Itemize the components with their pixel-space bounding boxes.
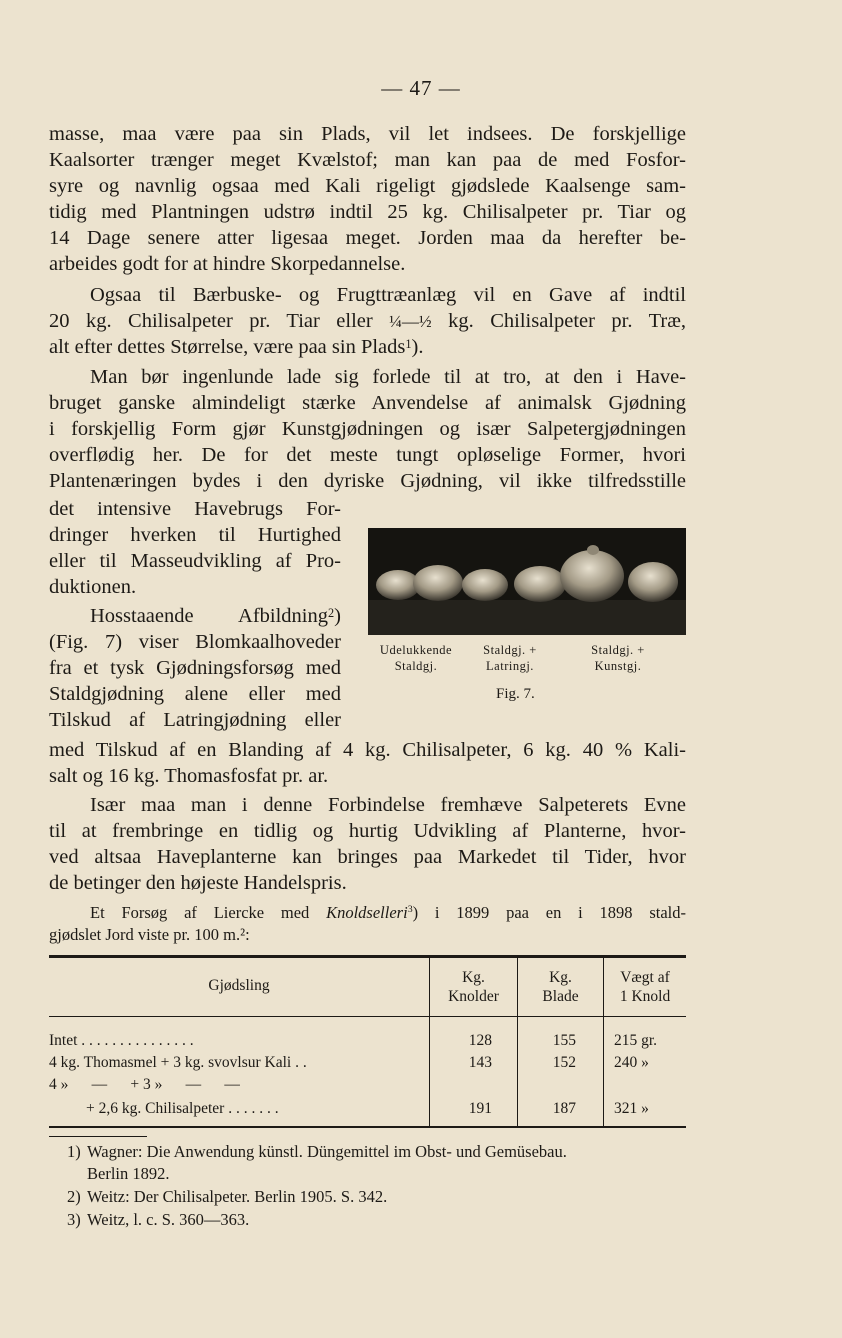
- text-line: til at frembringe en tidlig og hurtig Udvikling af Planterne, hvor-: [49, 820, 686, 842]
- text-line: syre og navnlig ogsaa med Kali rigeligt gjødslede Kaalsenge sam-: [49, 175, 686, 197]
- page-number: — 47 —: [381, 76, 461, 100]
- text-line: i forskjellig Form gjør Kunstgjødningen og især Salpetergjødningen: [49, 418, 686, 440]
- text-line: overflødig her. De for det meste tungt opløselige Former, hvori: [49, 444, 686, 466]
- table-rule-top: [49, 955, 686, 958]
- text-line: dringer hverken til Hurtighed: [49, 524, 341, 546]
- footnote-divider: [49, 1136, 147, 1137]
- figure-caption: Staldgj. + Kunstgj.: [591, 643, 645, 673]
- footnote-ref: 1: [405, 337, 412, 351]
- text-line: duktionen.: [49, 576, 137, 598]
- table-cell: 143: [468, 1054, 492, 1071]
- text-line: Man bør ingenlunde lade sig forlede til at tro, at den i Have-: [90, 366, 686, 388]
- footnote-mark: 3): [67, 1210, 81, 1229]
- fraction: ¼—½: [389, 312, 432, 331]
- table-cell: 321 »: [614, 1100, 649, 1117]
- footnote-ref: 2: [328, 606, 335, 620]
- table-cell: 191: [468, 1100, 492, 1117]
- table-rule-header: [49, 1016, 686, 1017]
- table-cell: 187: [552, 1100, 576, 1117]
- table-header: Gjødsling: [208, 977, 270, 994]
- table-cell-label: + 2,6 kg. Chilisalpeter . . . . . . .: [86, 1100, 279, 1117]
- table-rule-bottom: [49, 1126, 686, 1128]
- table-cell-label: Intet . . . . . . . . . . . . . . .: [49, 1032, 194, 1049]
- text-line: bruget ganske almindeligt stærke Anvendelse af animalsk Gjødning: [49, 392, 686, 414]
- text-line: ved altsaa Haveplanterne kan bringes paa Markedet til Tider, hvor: [49, 846, 686, 868]
- table-cell: 155: [552, 1032, 576, 1049]
- cauliflower-photo: [368, 528, 686, 635]
- table-header: Kg. Blade: [542, 969, 579, 1005]
- table-intro: Et Forsøg af Liercke med Knoldselleri$^3$) i 1899 paa en i 1898 stald-: [90, 903, 686, 922]
- footnote-continuation: Berlin 1892.: [87, 1164, 170, 1183]
- table-cell: 215 gr.: [614, 1032, 658, 1049]
- text-line: eller til Masseudvikling af Pro-: [49, 550, 341, 572]
- table-cell: 128: [468, 1032, 492, 1049]
- text-line: 20 kg. Chilisalpeter pr. Tiar eller ¼—½ kg. Chilisalpeter pr. Træ,: [49, 310, 687, 332]
- table-cell-label: 4 » — + 3 » — —: [49, 1076, 240, 1093]
- text-line: alt efter dettes Størrelse, være paa sin Plads$^1$).: [49, 336, 424, 358]
- table-cell-label: 4 kg. Thomasmel + 3 kg. svovlsur Kali . .: [49, 1054, 307, 1071]
- figure-caption: Udelukkende Staldgj.: [379, 643, 453, 673]
- emphasized-term: Knoldselleri: [326, 903, 408, 922]
- text-line: fra et tysk Gjødningsforsøg med: [49, 657, 341, 679]
- text-line: Især maa man i denne Forbindelse fremhæve Salpeterets Evne: [90, 794, 686, 816]
- footnote: 1) Wagner: Die Anwendung künstl. Düngemittel im Obst- und Gemüsebau.: [67, 1142, 567, 1161]
- text-line: Ogsaa til Bærbuske- og Frugttræanlæg vil en Gave af indtil: [90, 284, 686, 306]
- text-line: Tilskud af Latringjødning eller: [49, 709, 341, 731]
- text-line: salt og 16 kg. Thomasfosfat pr. ar.: [49, 765, 329, 787]
- table-intro: gjødslet Jord viste pr. 100 m.²:: [49, 925, 250, 944]
- table-cell: 152: [552, 1054, 576, 1071]
- text-line: med Tilskud af en Blanding af 4 kg. Chilisalpeter, 6 kg. 40 % Kali-: [49, 739, 686, 761]
- text-line: 14 Dage senere atter ligesaa meget. Jorden maa da herefter be-: [49, 227, 686, 249]
- table-header: Vægt af 1 Knold: [619, 969, 671, 1005]
- table-header: Kg. Knolder: [448, 969, 499, 1005]
- text-line: tidig med Plantningen udstrø indtil 25 kg. Chilisalpeter pr. Tiar og: [49, 201, 686, 223]
- text-line: masse, maa være paa sin Plads, vil let indsees. De forskjellige: [49, 123, 686, 145]
- cauliflower-illustration: [368, 528, 686, 635]
- footnote-mark: 1): [67, 1142, 81, 1161]
- text-line: Hosstaaende Afbildning$^2$): [90, 605, 341, 627]
- text-line: Plantenæringen bydes i den dyriske Gjødning, vil ikke tilfredsstille: [49, 470, 686, 492]
- footnote: 2) Weitz: Der Chilisalpeter. Berlin 1905. S. 342.: [67, 1187, 388, 1206]
- figure-label: Fig. 7.: [496, 686, 535, 702]
- footnote-mark: 2): [67, 1187, 81, 1206]
- text-line: Kaalsorter trænger meget Kvælstof; man kan paa de med Fosfor-: [49, 149, 686, 171]
- text-line: arbeides godt for at hindre Skorpedannelse.: [49, 253, 406, 275]
- text-line: Staldgjødning alene eller med: [49, 683, 341, 705]
- text-line: de betinger den højeste Handelspris.: [49, 872, 347, 894]
- text-line: det intensive Havebrugs For-: [49, 498, 341, 520]
- figure-caption: Staldgj. + Latringj.: [483, 643, 537, 673]
- text-line: (Fig. 7) viser Blomkaalhoveder: [49, 631, 341, 653]
- table-cell: 240 »: [614, 1054, 649, 1071]
- footnote: 3) Weitz, l. c. S. 360—363.: [67, 1210, 250, 1229]
